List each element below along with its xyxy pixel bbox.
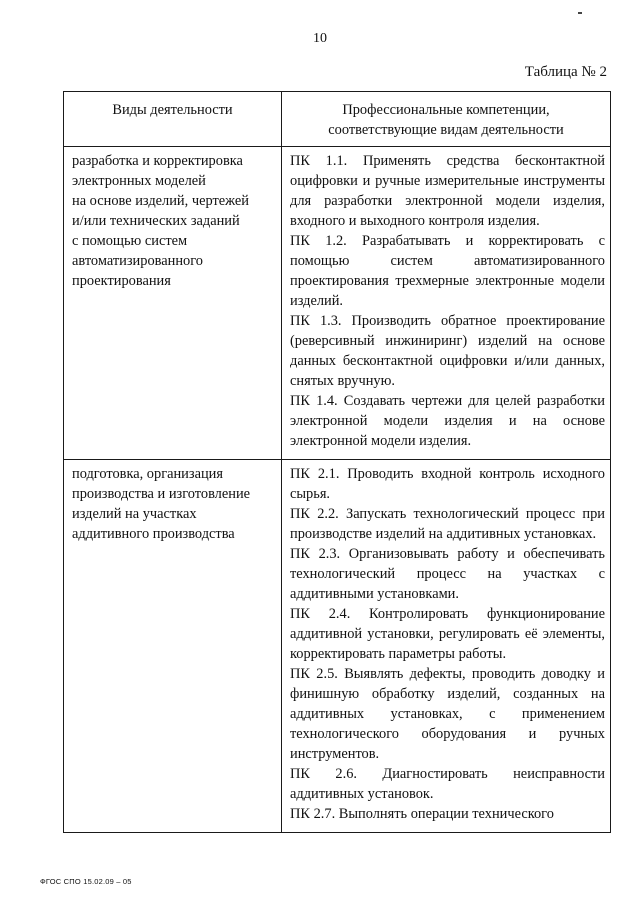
competence-item: ПК 1.3. Производить обратное проектирование (реверсивный инжиниринг) изделий на основе данных бесконтактной оцифровки и/или данных, снятых вручную. xyxy=(290,313,605,389)
footer-code: ФГОС СПО 15.02.09 – 05 xyxy=(40,877,132,886)
competences-cell xyxy=(282,460,611,833)
activity-line: электронных моделей xyxy=(72,173,206,189)
page-number: 10 xyxy=(313,31,327,46)
header-competences xyxy=(282,92,611,147)
header-competences-line1: Профессиональные компетенции, xyxy=(342,102,550,118)
scan-mark xyxy=(578,12,582,14)
competencies-table xyxy=(63,91,611,833)
table-row xyxy=(64,460,611,833)
header-activities-label: Виды деятельности xyxy=(112,102,233,118)
competence-item: ПК 2.4. Контролировать функционирование аддитивной установки, регулировать её элементы, корректировать параметры работы. xyxy=(290,606,605,662)
activity-line: и/или технических заданий xyxy=(72,213,240,229)
activity-cell xyxy=(64,147,282,460)
activity-cell xyxy=(64,460,282,833)
table-header-row xyxy=(64,92,611,147)
competence-item: ПК 1.4. Создавать чертежи для целей разработки электронной модели изделия и на основе электронной модели изделия. xyxy=(290,393,605,449)
activity-line: на основе изделий, чертежей xyxy=(72,193,249,209)
competence-item: ПК 1.2. Разрабатывать и корректировать с помощью систем автоматизированного проектирования трехмерные электронные модели изделий. xyxy=(290,233,605,309)
activity-line: подготовка, организация xyxy=(72,466,223,482)
table-row xyxy=(64,147,611,460)
competence-item: ПК 2.5. Выявлять дефекты, проводить доводку и финишную обработку изделий, созданных на аддитивных установках, с применением технологического оборудования и ручных инструментов. xyxy=(290,666,605,762)
table-label: Таблица № 2 xyxy=(524,64,607,80)
competence-item: ПК 2.6. Диагностировать неисправности аддитивных установок. xyxy=(290,766,605,802)
competence-item: ПК 1.1. Применять средства бесконтактной оцифровки и ручные измерительные инструменты для разработки электронной модели изделия, входного и выходного контроля изделия. xyxy=(290,153,605,229)
header-competences-line2: соответствующие видам деятельности xyxy=(328,122,564,138)
header-activities xyxy=(64,92,282,147)
activity-line: аддитивного производства xyxy=(72,526,235,542)
activity-line: разработка и корректировка xyxy=(72,153,243,169)
competence-item: ПК 2.1. Проводить входной контроль исходного сырья. xyxy=(290,466,605,502)
activity-line: изделий на участках xyxy=(72,506,197,522)
competences-cell xyxy=(282,147,611,460)
competence-item: ПК 2.7. Выполнять операции технического xyxy=(290,806,554,822)
activity-line: с помощью систем xyxy=(72,233,188,249)
activity-line: проектирования xyxy=(72,273,171,289)
activity-line: производства и изготовление xyxy=(72,486,251,502)
competence-item: ПК 2.2. Запускать технологический процесс при производстве изделий на аддитивных установках. xyxy=(290,506,605,542)
activity-line: автоматизированного xyxy=(72,253,203,269)
competence-item: ПК 2.3. Организовывать работу и обеспечивать технологический процесс на участках с аддитивными установками. xyxy=(290,546,605,602)
